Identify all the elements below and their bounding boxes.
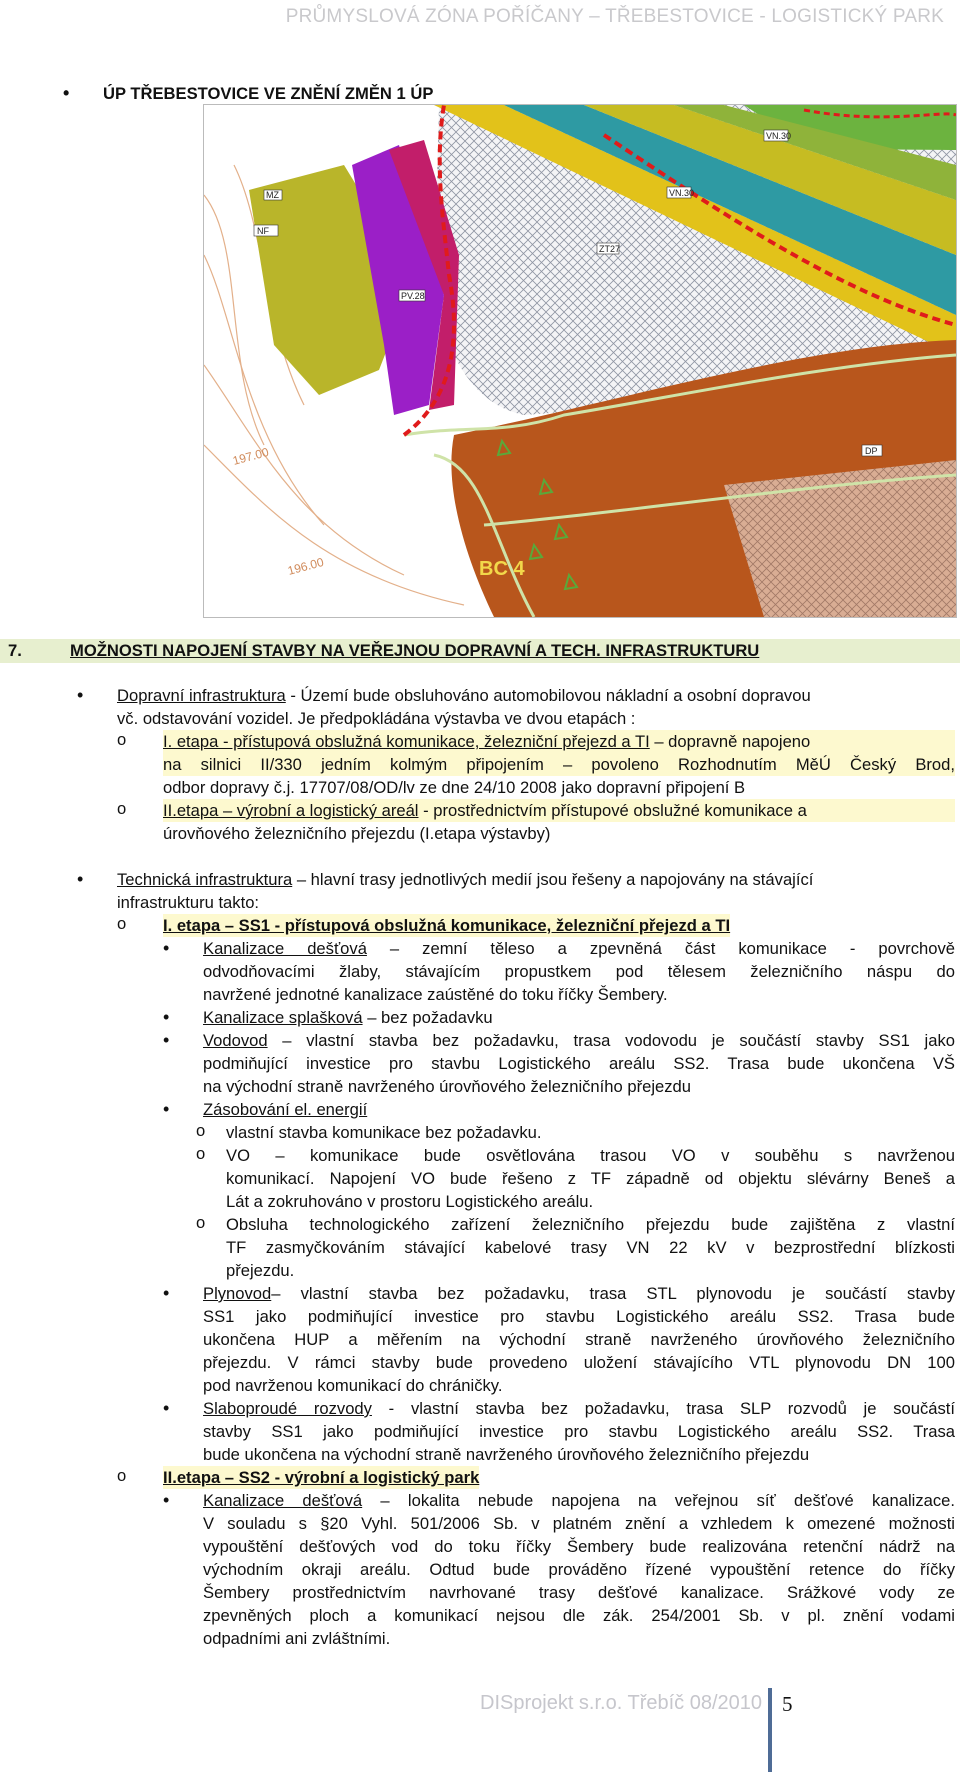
ply-line-2: SS1 jako podmiňující investice pro stavbu Logistického areálu SS2. Trasa bude [203,1307,955,1326]
kd2-line-4: východním okraji areálu. Odtud bude prováděno řízené vypouštění retence do říčky [203,1560,955,1579]
doprava-line-1 [117,684,811,707]
section-bullet-title: • ÚP TŘEBESTOVICE VE ZNĚNÍ ZMĚN 1 ÚP [103,82,433,105]
ss2-title: II.etapa – SS2 - výrobní a logistický park [163,1468,480,1487]
o-bullet: o [117,799,127,818]
o-bullet: o [117,1466,127,1485]
technicka-line-2: infrastrukturu takto: [117,893,260,912]
ss1-title: I. etapa – SS1 - přístupová obslužná komunikace, železniční přejezd a TI [163,916,731,935]
etapa1-label: I. etapa - přístupová obslužná komunikace, železniční přejezd a TI [163,732,650,751]
etapa2-text: - prostřednictvím přístupové obslužné komunikace a [418,801,807,820]
el-o2-line-1: VO – komunikace bude osvětlována trasou VO v souběhu s navrženou [226,1146,955,1165]
slp-line-2: stavby SS1 jako podmiňující investice pro stavbu Logistického areálu SS2. Trasa [203,1422,955,1441]
slp-line-3: bude ukončena na východní straně navrženého úrovňového železničního přejezdu [203,1445,810,1464]
el-o3-line-1: Obsluha technologického zařízení železničního přejezdu bude zajištěna z vlastní [226,1215,955,1234]
ply-line-1 [203,1282,955,1305]
ks-label: Kanalizace splašková [203,1008,363,1027]
doprava-line-2: vč. odstavování vozidel. Je předpokládána výstavba ve dvou etapách : [117,709,636,728]
kd2-label: Kanalizace dešťová [203,1491,363,1510]
o-bullet: o [196,1213,206,1232]
footer-divider [768,1688,772,1772]
map-label-zt27: ZT27 [599,244,621,254]
el-o2-line-2: komunikací. Napojení VO bude řešeno z TF západně od objektu slévárny Beneš a [226,1169,955,1188]
el-o2-line-3: Lát a zokruhováno v prostoru Logistického areálu. [226,1192,594,1211]
el-o1: vlastní stavba komunikace bez požadavku. [226,1123,542,1142]
map-label-197: 197.00 [231,444,271,468]
kd2-line-7: odpadními ani zvláštními. [203,1629,391,1648]
kd2-line-6: zpevněných ploch a komunikací nejsou dle zák. 254/2001 Sb. v pl. znění vodami [203,1606,955,1625]
etapa2-line-1 [163,799,955,822]
technicka-label: Technická infrastruktura [117,870,293,889]
page-number: 5 [782,1692,793,1716]
map-label-pv28: PV.28 [401,291,425,301]
slp-label: Slaboproudé rozvody [203,1399,372,1418]
technicka-line-1 [117,868,813,891]
vod-line-2: podmiňující investice pro stavbu Logistického areálu SS2. Trasa bude ukončena VŠ [203,1054,955,1073]
running-header: PRŮMYSLOVÁ ZÓNA POŘÍČANY – TŘEBESTOVICE - LOGISTICKÝ PARK [285,6,944,27]
etapa1-line-2: na silnici II/330 jedním kolmým připojením – povoleno Rozhodnutím MěÚ Český Brod, [163,755,955,774]
vod-label: Vodovod [203,1031,268,1050]
kd2-line-3: vypouštění dešťových vod do toku říčky Šembery bude realizována retenční nádrž na [203,1537,955,1556]
o-bullet: o [117,914,127,933]
map-label-196: 196.00 [286,554,326,578]
etapa1-line-3: odbor dopravy č.j. 17707/08/OD/lv ze dne 24/10 2008 jako dopravní připojení B [163,778,746,797]
kd2-line-1 [203,1489,955,1512]
vod-line-3: na východní straně navrženého úrovňového železničního přejezdu [203,1077,691,1096]
land-use-map [203,104,957,618]
ply-line-3: ukončena HUP a měřením na východní straně navrženého úrovňového železničního [203,1330,955,1349]
ply-text: – vlastní stavba bez požadavku, trasa STL plynovodu je součástí stavby [271,1284,955,1303]
map-label-vn30-a: VN.30 [669,188,695,198]
kd2-line-5: Šembery prostřednictvím navrhované trasy dešťové kanalizace. Srážkové vody ze [203,1583,955,1602]
ks-line [203,1006,493,1029]
map-label-dp: DP [865,446,878,456]
etapa2-label: II.etapa – výrobní a logistický areál [163,801,419,820]
slp-line-1 [203,1397,955,1420]
map-label-bc4: BC 4 [479,558,525,580]
footer-company: DISprojekt s.r.o. Třebíč 08/2010 [480,1692,763,1714]
section-number: 7. [8,641,22,660]
etapa1-text: – dopravně napojeno [649,732,811,751]
kd2-line-2: V souladu s §20 Vyhl. 501/2006 Sb. v platném znění a vzhledem k omezené možnosti [203,1514,955,1533]
o-bullet: o [196,1144,206,1163]
o-bullet: o [117,730,127,749]
technicka-text: – hlavní trasy jednotlivých medií jsou řešeny a napojovány na stávající [292,870,814,889]
el-line [203,1098,367,1121]
kd-line-3: navržené jednotné kanalizace zaústěné do toku říčky Šembery. [203,985,668,1004]
doprava-text: - Území bude obsluhováno automobilovou nákladní a osobní dopravou [285,686,811,705]
kd-label: Kanalizace dešťová [203,939,367,958]
ks-text: – bez požadavku [362,1008,493,1027]
ply-line-4: přejezdu. V rámci stavby bude provedeno uložení stávajícího VTL plynovodu DN 100 [203,1353,955,1372]
vod-line-1 [203,1029,955,1052]
etapa2-line-2: úrovňového železničního přejezdu (I.etapa výstavby) [163,824,551,843]
ply-label: Plynovod [203,1284,272,1303]
vod-text: – vlastní stavba bez požadavku, trasa vodovodu je součástí stavby SS1 jako [267,1031,955,1050]
slp-text: - vlastní stavba bez požadavku, trasa SLP rozvodů je součástí [371,1399,955,1418]
etapa1-line-1 [163,730,955,753]
el-label: Zásobování el. energií [203,1100,368,1119]
map-label-mz: MZ [266,190,279,200]
ply-line-5: pod navrženou komunikací do chráničky. [203,1376,503,1395]
kd-line-2: odvodňovacími žlaby, stávajícím propustkem pod tělesem železničního náspu do [203,962,955,981]
section-title: MOŽNOSTI NAPOJENÍ STAVBY NA VEŘEJNOU DOPRAVNÍ A TECH. INFRASTRUKTURU [70,641,760,660]
map-label-nf: NF [257,226,269,236]
o-bullet: o [196,1121,206,1140]
kd2-text: – lokalita nebude napojena na veřejnou síť dešťové kanalizace. [362,1491,955,1510]
kd-text: – zemní těleso a zpevněná část komunikace - povrchově [366,939,955,958]
kd-line-1 [203,937,955,960]
map-label-vn30-b: VN.30 [766,131,792,141]
el-o3-line-2: TF zasmyčkováním stávající kabelové trasy VN 22 kV v bezprostřední blízkosti [226,1238,955,1257]
el-o3-line-3: přejezdu. [226,1261,295,1280]
doprava-label: Dopravní infrastruktura [117,686,286,705]
